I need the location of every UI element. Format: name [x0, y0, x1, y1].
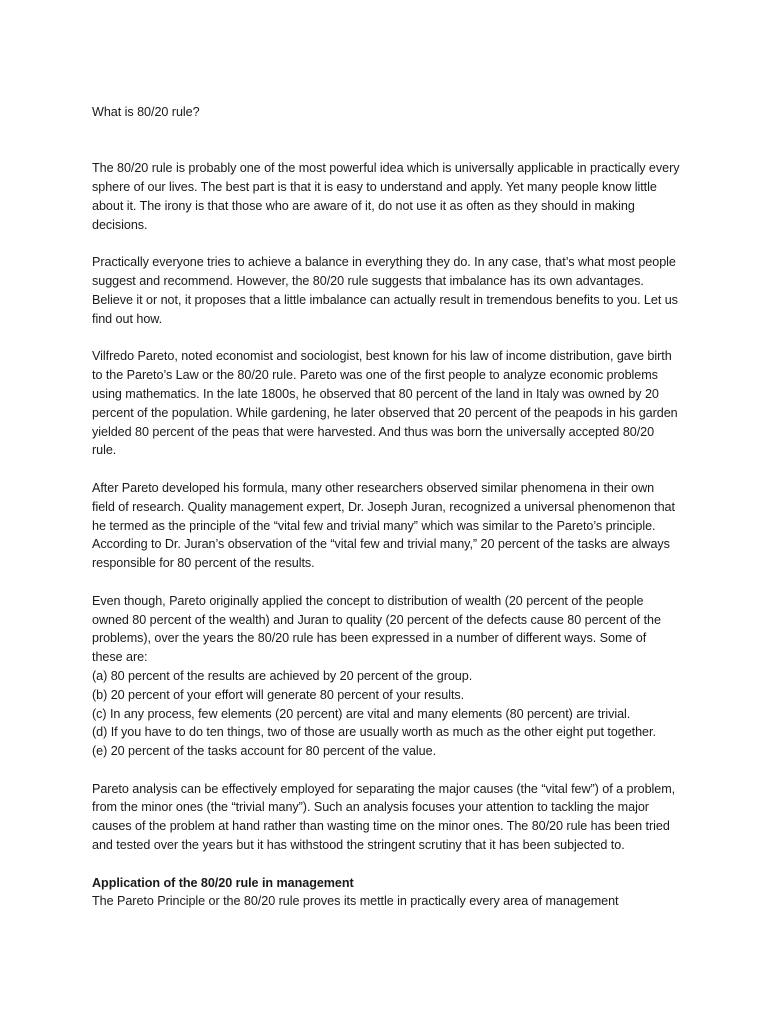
section-text: The Pareto Principle or the 80/20 rule proves its mettle in practically every area of management	[92, 894, 619, 909]
paragraph-balance: Practically everyone tries to achieve a balance in everything they do. In any case, that’s what most people suggest and recommend. However, the 80/20 rule suggests that imbalance has its own advantages. Believe it or not, it proposes that a little imbalance can actually result in tremendous benefits to you. Let us find out how.	[92, 255, 678, 326]
list-item-b: (b) 20 percent of your effort will generate 80 percent of your results.	[92, 687, 465, 702]
paragraph-juran: After Pareto developed his formula, many other researchers observed similar phenomena in their own field of research. Quality management expert, Dr. Joseph Juran, recognized a universal phenomenon that he termed as the principle of the “vital few and trivial many” which was similar to the Pareto’s principle. According to Dr. Juran’s observation of the “vital few and trivial many,” 20 percent of the tasks are always responsible for 80 percent of the results.	[92, 480, 675, 571]
paragraph-intro: The 80/20 rule is probably one of the most powerful idea which is universally applicable in practically every sphere of our lives. The best part is that it is easy to understand and apply. Yet many people know little about it. The irony is that those who are aware of it, do not use it as often as they should in making decisions.	[92, 161, 680, 232]
list-item-c: (c) In any process, few elements (20 percent) are vital and many elements (80 percent) are trivial.	[92, 706, 631, 721]
list-item-a: (a) 80 percent of the results are achieved by 20 percent of the group.	[92, 668, 473, 683]
list-item-d: (d) If you have to do ten things, two of those are usually worth as much as the other eight put together.	[92, 725, 656, 740]
paragraph-analysis: Pareto analysis can be effectively employed for separating the major causes (the “vital few”) of a problem, from the minor ones (the “trivial many”). Such an analysis focuses your attention to tackling the major causes of the problem at hand rather than wasting time on the minor ones. The 80/20 rule has been tried and tested over the years but it has withstood the stringent scrutiny that it has been subjected to.	[92, 781, 676, 853]
list-item-e: (e) 20 percent of the tasks account for 80 percent of the value.	[92, 744, 437, 759]
section-heading: Application of the 80/20 rule in management	[92, 875, 354, 890]
document-body	[92, 103, 680, 911]
paragraph-pareto-origin: Vilfredo Pareto, noted economist and sociologist, best known for his law of income distribution, gave birth to the Pareto’s Law or the 80/20 rule. Pareto was one of the first people to analyze economic problems using mathematics. In the late 1800s, he observed that 80 percent of the land in Italy was owned by 20 percent of the population. While gardening, he later observed that 20 percent of the peapods in his garden yielded 80 percent of the peas that were harvested. And thus was born the universally accepted 80/20 rule.	[92, 349, 678, 458]
paragraph-list-intro: Even though, Pareto originally applied the concept to distribution of wealth (20 percent of the people owned 80 percent of the wealth) and Juran to quality (20 percent of the defects cause 80 percent of the problems), over the years the 80/20 rule has been expressed in a number of different ways. Some of these are:	[92, 593, 661, 665]
document-title: What is 80/20 rule?	[92, 105, 200, 119]
